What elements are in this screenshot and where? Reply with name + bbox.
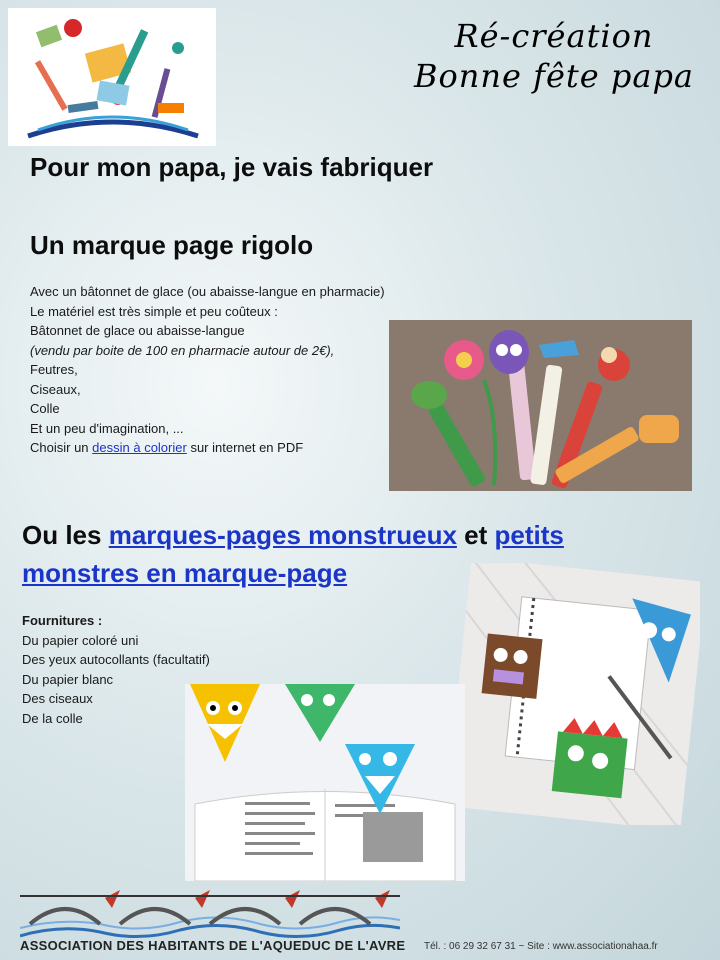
little-monsters-link-cont[interactable]: monstres en marque-page (22, 558, 348, 588)
list-item: De la colle (22, 710, 83, 726)
page-title (414, 16, 694, 96)
choose-suffix: sur internet en PDF (190, 440, 304, 455)
list-item: Ciseaux, (30, 381, 81, 397)
coloring-drawing-link[interactable]: dessin à colorier (92, 440, 187, 455)
list-item: (vendu par boite de 100 en pharmacie autour de 2€), (30, 342, 335, 358)
supplies-list (22, 611, 210, 728)
title-line-1: Ré-création (454, 17, 654, 55)
list-item: Des yeux autocollants (facultatif) (22, 652, 210, 667)
association-logo (20, 884, 400, 940)
section1-heading: Pour mon papa, je vais fabriquer (30, 152, 434, 182)
list-item: Feutres, (30, 362, 78, 377)
title-line-2: Bonne fête papa (414, 57, 694, 95)
monster-bookmarks-notebook-photo (452, 563, 700, 825)
heading-prefix: Ou les (22, 520, 102, 550)
popsicle-bookmarks-photo (389, 320, 692, 491)
choose-prefix: Choisir un (30, 440, 89, 455)
materials-list (30, 282, 385, 458)
little-monsters-link[interactable]: petits (494, 520, 564, 550)
list-item: Colle (30, 401, 60, 416)
list-item: Et un peu d'imagination, ... (30, 420, 184, 436)
section1-subheading: Un marque page rigolo (30, 230, 314, 260)
list-item: Le matériel est très simple et peu coûteux : (30, 303, 278, 319)
list-item: Du papier blanc (22, 671, 114, 687)
list-item: Du papier coloré uni (22, 632, 139, 648)
monstrous-bookmarks-link[interactable]: marques-pages monstrueux (108, 520, 457, 550)
origami-monsters-book-photo (185, 684, 465, 881)
heading-middle: et (464, 520, 488, 550)
association-name: ASSOCIATION DES HABITANTS DE L'AQUEDUC DE L'AVRE (20, 938, 406, 953)
list-item: Des ciseaux (22, 691, 93, 706)
list-item: Avec un bâtonnet de glace (ou abaisse-langue en pharmacie) (30, 284, 385, 299)
school-supplies-clipart (8, 8, 216, 146)
supplies-label: Fournitures : (22, 613, 103, 628)
contact-info: Tél. : 06 29 32 67 31 ~ Site : www.associationahaa.fr (424, 941, 658, 952)
choose-drawing-line (30, 438, 385, 458)
list-item: Bâtonnet de glace ou abaisse-langue (30, 323, 245, 338)
